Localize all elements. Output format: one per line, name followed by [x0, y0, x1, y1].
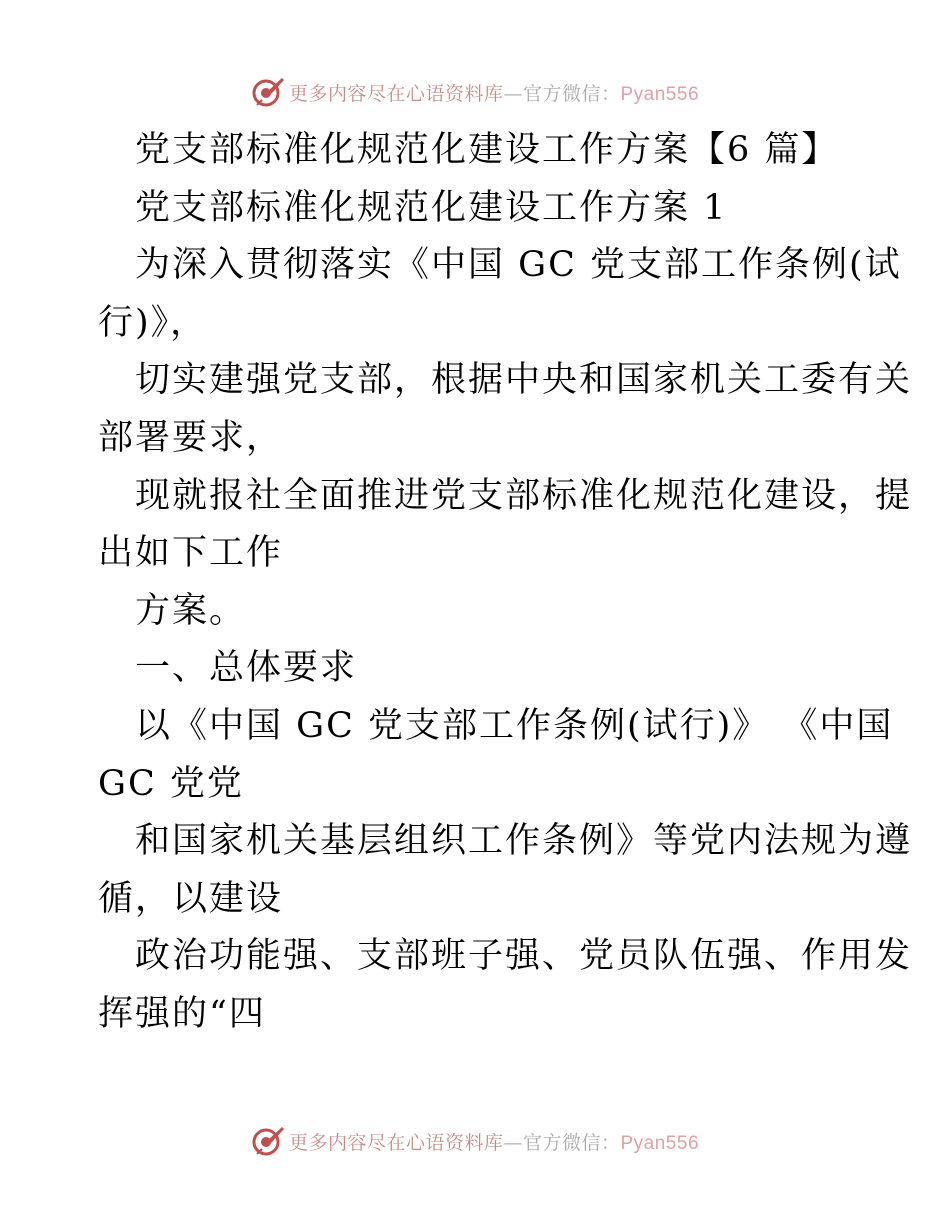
section-heading: 一、总体要求 [135, 648, 358, 689]
brand-logo-icon [251, 75, 285, 109]
doc-line: 和国家机关基层组织工作条例》等党内法规为遵 [135, 821, 913, 862]
watermark-wechat-id: Pyan556 [620, 83, 700, 105]
watermark-wechat-id: Pyan556 [620, 1132, 700, 1154]
watermark-brand: 更多内容尽在心语资料库 [288, 1131, 504, 1154]
doc-line: 政治功能强、支部班子强、党员队伍强、作用发 [135, 936, 913, 977]
doc-line: 部署要求， [98, 417, 284, 458]
doc-line: 为深入贯彻落实《中国 GC 党支部工作条例(试 [135, 245, 902, 286]
doc-line: 循，以建设 [98, 878, 284, 919]
doc-line: 行)》， [98, 302, 208, 343]
watermark-separator: — [503, 1131, 523, 1154]
document-body [98, 122, 913, 1044]
doc-line: 出如下工作 [98, 533, 284, 574]
footer-watermark [0, 1121, 950, 1161]
doc-subtitle: 党支部标准化规范化建设工作方案 1 [135, 187, 728, 228]
watermark-wechat-label: 官方微信： [522, 82, 621, 105]
doc-title: 党支部标准化规范化建设工作方案【6 篇】 [135, 130, 839, 170]
doc-line: 现就报社全面推进党支部标准化规范化建设，提 [135, 475, 913, 516]
doc-line: GC 党党 [98, 763, 244, 804]
watermark-brand: 更多内容尽在心语资料库 [288, 82, 504, 105]
doc-line: 以《中国 GC 党支部工作条例(试行)》 《中国 [135, 705, 894, 746]
doc-line: 切实建强党支部，根据中央和国家机关工委有关 [135, 360, 913, 401]
watermark-separator: — [503, 82, 523, 105]
brand-logo-icon [251, 1124, 285, 1158]
watermark-wechat-label: 官方微信： [522, 1131, 621, 1154]
doc-line: 挥强的“四 [98, 993, 266, 1034]
doc-line: 方案。 [135, 590, 247, 631]
header-watermark [0, 72, 950, 112]
